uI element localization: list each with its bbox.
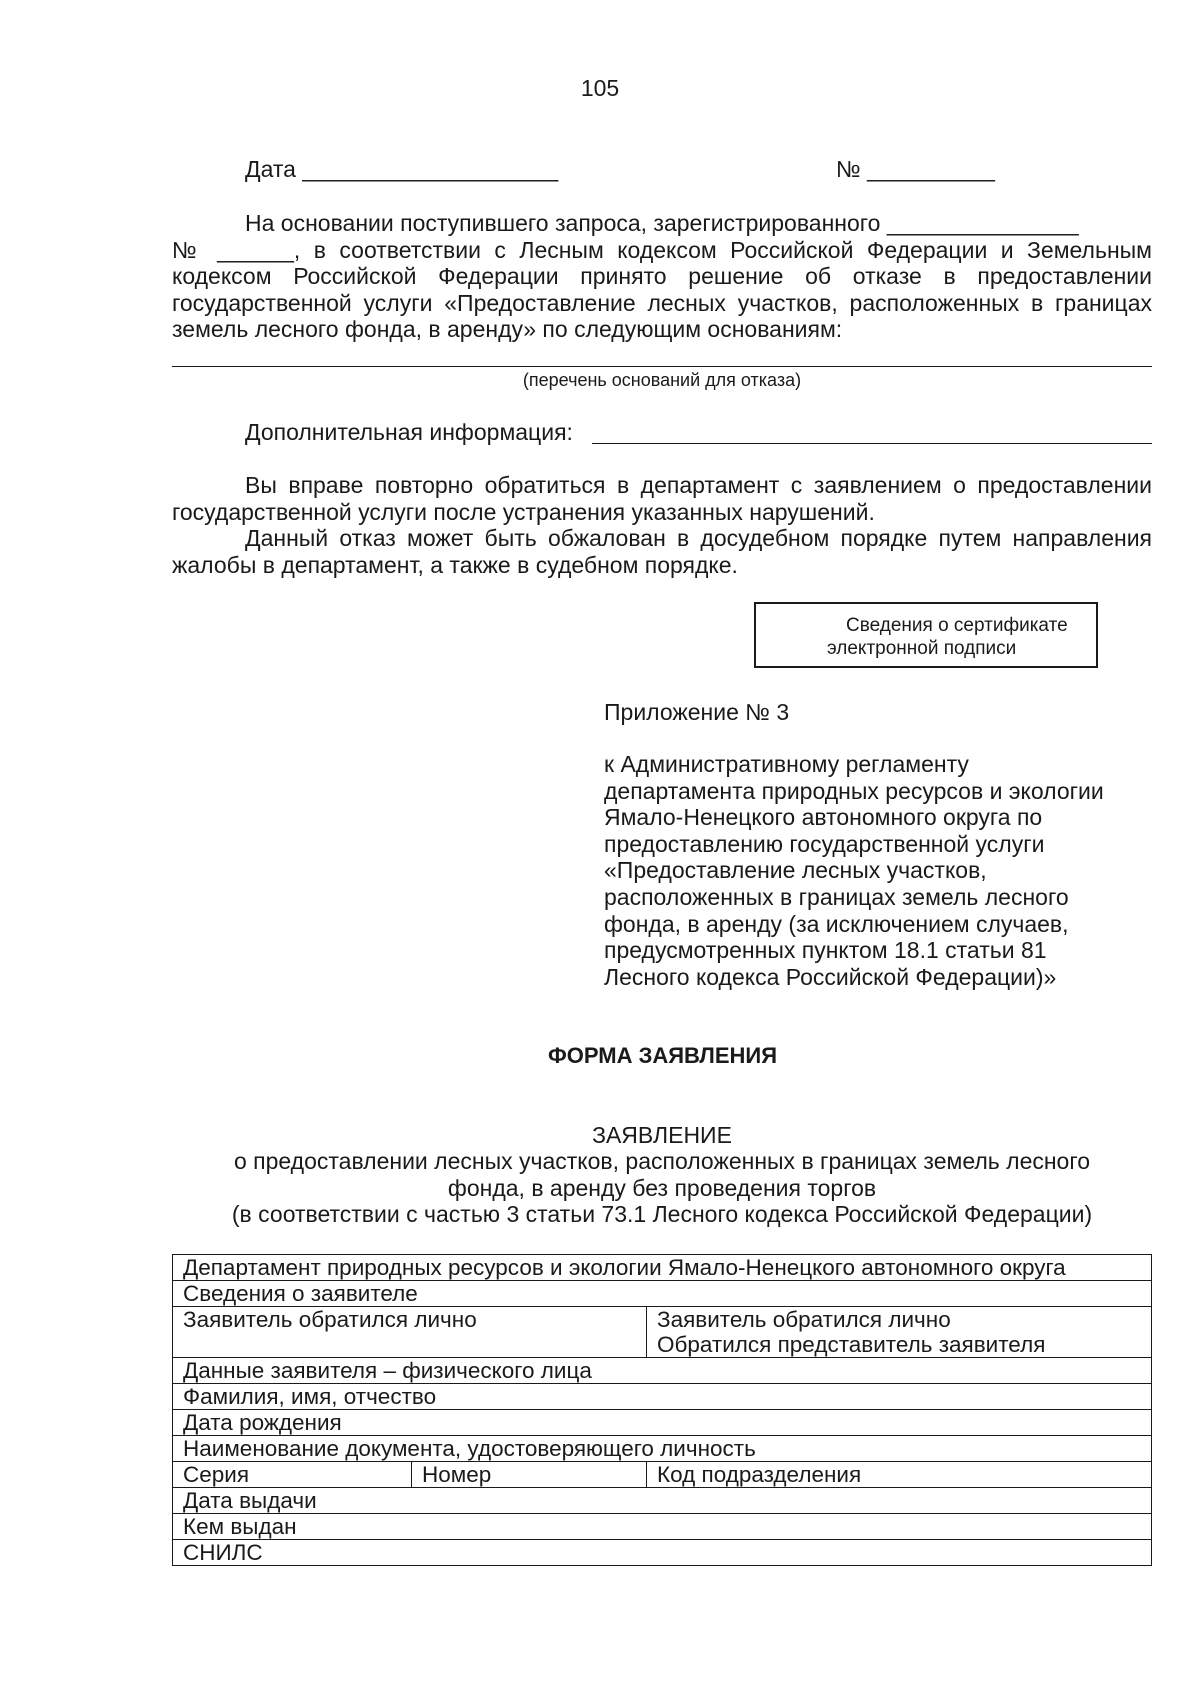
series-cell[interactable]: Серия — [173, 1462, 412, 1488]
applicant-info-cell: Сведения о заявителе — [173, 1281, 1152, 1307]
table-row — [173, 1384, 1152, 1410]
appendix-line: фонда, в аренду (за исключением случаев, — [604, 910, 1069, 937]
application-form-table — [172, 1254, 1152, 1566]
appeal-paragraphs — [172, 472, 1152, 578]
snils-cell[interactable]: СНИЛС — [173, 1540, 1152, 1566]
reasons-line — [172, 366, 1152, 367]
table-row — [173, 1307, 1152, 1358]
page-number: 105 — [580, 75, 620, 101]
date-field: Дата ____________________ — [245, 156, 559, 182]
appendix-text — [604, 751, 1164, 990]
appendix-line: предусмотренных пунктом 18.1 статьи 81 — [604, 937, 1047, 964]
appendix-line: департамента природных ресурсов и экологии — [604, 777, 1104, 804]
id-document-cell[interactable]: Наименование документа, удостоверяющего личность — [173, 1436, 1152, 1462]
statement-subtitle-line: фонда, в аренду без проведения торгов — [447, 1174, 877, 1201]
refusal-paragraph-body: № ______, в соответствии с Лесным кодексом Российской Федерации и Земельным кодексом Российской Федерации принято решение об отказе в предоставлении государственной услуги «Предоставление лесных участков, расположенных в границах земель лесного фонда, в аренду» по следующим основаниям: — [172, 236, 1152, 342]
certificate-line-2: электронной подписи — [827, 638, 1017, 659]
additional-info-label: Дополнительная информация: — [245, 419, 573, 445]
full-name-cell[interactable]: Фамилия, имя, отчество — [173, 1384, 1152, 1410]
division-code-cell[interactable]: Код подразделения — [647, 1462, 1152, 1488]
refusal-paragraph-first-line: На основании поступившего запроса, зарегистрированного _______________ — [245, 210, 1079, 236]
number-field: № __________ — [836, 156, 995, 182]
individual-data-cell: Данные заявителя – физического лица — [173, 1358, 1152, 1384]
birth-date-cell[interactable]: Дата рождения — [173, 1410, 1152, 1436]
reasons-caption: (перечень оснований для отказа) — [522, 370, 802, 390]
statement-subtitle-line: (в соответствии с частью 3 статьи 73.1 Лесного кодекса Российской Федерации) — [231, 1201, 1093, 1227]
appendix-title: Приложение № 3 — [604, 699, 790, 725]
appendix-line: Ямало-Ненецкого автономного округа по — [604, 804, 1043, 831]
appendix-line: предоставлению государственной услуги — [604, 830, 1045, 857]
appendix-line: расположенных в границах земель лесного — [604, 883, 1069, 910]
table-row — [173, 1436, 1152, 1462]
table-row — [173, 1514, 1152, 1540]
statement-subtitle-line: о предоставлении лесных участков, расположенных в границах земель лесного — [233, 1148, 1091, 1174]
certificate-line-1: Сведения о сертификате — [846, 615, 1068, 636]
statement-title: ЗАЯВЛЕНИЕ — [592, 1122, 732, 1148]
table-row — [173, 1255, 1152, 1281]
number-cell[interactable]: Номер — [412, 1462, 647, 1488]
statement-subtitle — [172, 1148, 1152, 1228]
table-row — [173, 1281, 1152, 1307]
table-row — [173, 1488, 1152, 1514]
appendix-line: Лесного кодекса Российской Федерации)» — [604, 963, 1057, 990]
certificate-box — [754, 602, 1098, 668]
issued-by-cell[interactable]: Кем выдан — [173, 1514, 1152, 1540]
table-row — [173, 1358, 1152, 1384]
representative-option[interactable]: Обратился представитель заявителя — [657, 1332, 1046, 1357]
reapply-paragraph: Вы вправе повторно обратиться в департамент с заявлением о предоставлении государственной услуги после устранения указанных нарушений. — [172, 472, 1152, 525]
applied-personally-option[interactable]: Заявитель обратился лично — [657, 1307, 951, 1332]
applicant-type-cell[interactable] — [647, 1307, 1152, 1358]
table-row — [173, 1410, 1152, 1436]
form-title: ФОРМА ЗАЯВЛЕНИЯ — [547, 1043, 778, 1068]
table-row — [173, 1462, 1152, 1488]
applied-personally-cell[interactable]: Заявитель обратился лично — [173, 1307, 647, 1358]
appeal-paragraph: Данный отказ может быть обжалован в досудебном порядке путем направления жалобы в департамент, а также в судебном порядке. — [172, 525, 1152, 578]
appendix-line: к Административному регламенту — [604, 751, 969, 777]
table-row — [173, 1540, 1152, 1566]
refusal-paragraph — [172, 210, 1152, 343]
department-cell: Департамент природных ресурсов и экологии Ямало-Ненецкого автономного округа — [173, 1255, 1152, 1281]
appendix-line: «Предоставление лесных участков, — [604, 857, 987, 884]
issue-date-cell[interactable]: Дата выдачи — [173, 1488, 1152, 1514]
additional-info-line — [592, 443, 1152, 444]
